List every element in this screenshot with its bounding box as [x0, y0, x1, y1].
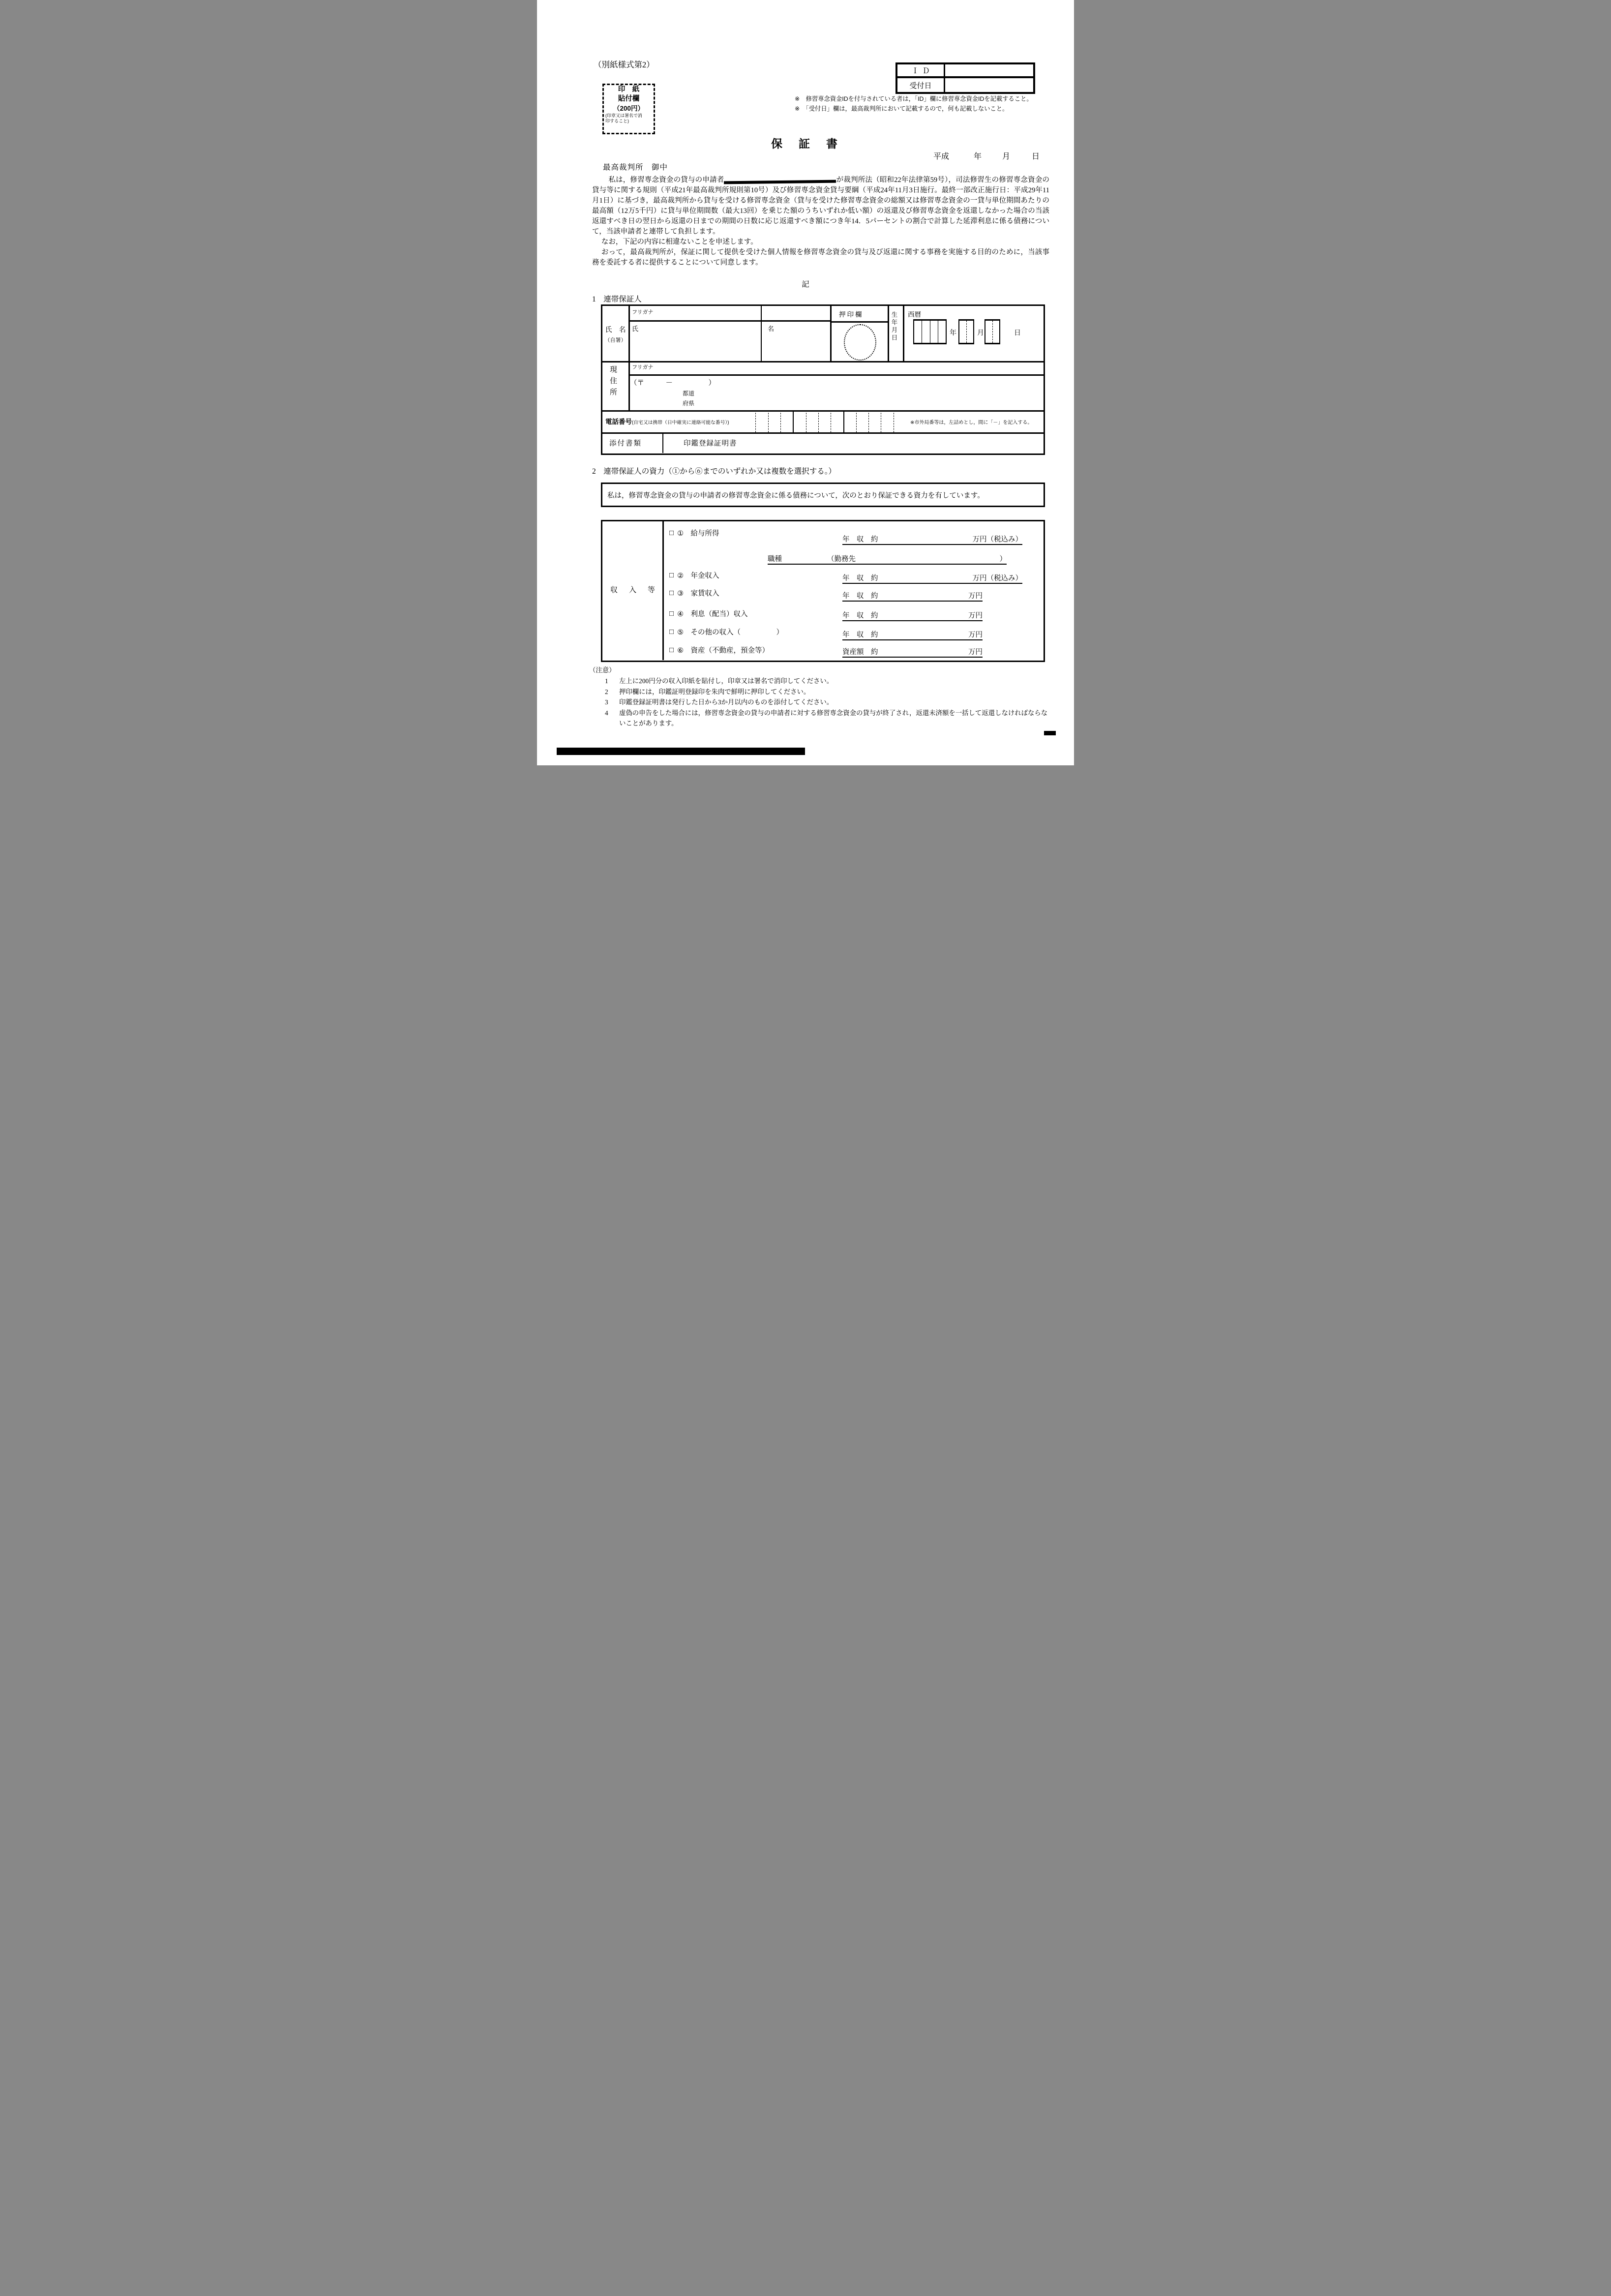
- caution-item-1: 1 左上に200円分の収入印紙を貼付し，印章又は署名で消印してください。: [605, 677, 834, 685]
- table-line: [628, 374, 1044, 376]
- id-table: [895, 62, 1035, 94]
- table-line: [602, 361, 1044, 363]
- address-furigana-label: フリガナ: [632, 364, 654, 370]
- phone-row-header: 電話番号(自宅又は携帯（日中確実に連絡可能な番号）): [605, 418, 729, 425]
- last-name-field[interactable]: [632, 332, 760, 359]
- income-item-3: □ ③ 家賃収入: [669, 589, 719, 598]
- income-item-4: □ ④ 利息（配当）収入: [669, 609, 748, 618]
- stamp-box-note-line2: 印すること): [605, 118, 629, 123]
- stamp-box-title-line2: 貼付欄: [618, 95, 640, 103]
- page-title: 保 証 書: [771, 138, 840, 150]
- birth-year-unit: 年: [950, 330, 956, 337]
- guarantor-table: [601, 304, 1045, 455]
- id-value-cell[interactable]: [945, 64, 1033, 78]
- occupation-field[interactable]: 職種 （勤務先 ）: [768, 550, 1007, 565]
- section2-heading: 2 連帯保証人の資力（①から⑥までのいずれか又は複数を選択する。）: [592, 467, 836, 476]
- table-line: [903, 306, 904, 361]
- caution-item-4: 4 虚偽の申告をした場合には，修習専念資金の貸与の申請者に対する修習専念資金の貸与が終了され，返還未済額を一括して返還しなければならないことがあります。: [605, 709, 1048, 727]
- stamp-box-title-line1: 印 紙: [618, 86, 640, 93]
- reception-date-label: 受付日: [897, 78, 945, 92]
- id-label: ＩＤ: [897, 64, 945, 78]
- scan-artifact-blob: [1044, 731, 1056, 735]
- body-paragraph-1: 私は，修習専念資金の貸与の申請者 が裁判所法（昭和22年法律第59号），司法修習生の修習専念資金の貸与等に関する規則（平成21年最高裁判所規則第10号）及び修習専念資金貸与要綱（平成24年11月3日施行。最終一部改正施行日：平成29年11月1日）に基づき，最高裁判所から貸与を受ける修習専念資金（貸与を受けた修習専念資金の総額又は修習専念資金の一貸与単位期間あたりの最高額（12万5千円）に貸与単位期間数（最大13回）を乗じた額のうちいずれか低い額）の返還及び修習専念資金を返還しなかった場合の当該返還すべき日の翌日から返還の日までの期間の日数に応じ返還すべき額につき年14．5パーセントの割合で計算した延滞利息に係る債務について，当該申請者と連帯して負担します。: [592, 176, 1049, 236]
- income-item-5: □ ⑤ その他の収入（ ）: [669, 628, 784, 636]
- name-furigana-label: フリガナ: [632, 309, 654, 315]
- income-item-6: □ ⑥ 資産（不動産，預金等）: [669, 646, 770, 655]
- date-month-label: 月: [1002, 152, 1011, 161]
- income-row-header: 収 入 等: [610, 586, 657, 594]
- income-table: [601, 520, 1045, 662]
- pension-income-field[interactable]: 年 収 約 万円（税込み）: [842, 569, 1022, 584]
- stamp-box-amount: （200円）: [613, 105, 645, 112]
- table-line: [888, 306, 889, 361]
- capability-statement-box: [601, 483, 1045, 507]
- guarantee-form-page: [537, 0, 1074, 765]
- applicant-name-field[interactable]: [724, 175, 836, 182]
- scan-artifact-bar: [557, 748, 805, 755]
- seal-circle[interactable]: [844, 324, 876, 361]
- income-item-1: □ ① 給与所得: [669, 529, 719, 538]
- date-day-label: 日: [1032, 152, 1040, 161]
- date-year-label: 年: [974, 152, 982, 161]
- salary-income-field[interactable]: 年 収 約 万円（税込み）: [842, 530, 1022, 545]
- stamp-box-note-line1: (印章又は署名で消: [605, 113, 642, 118]
- table-line: [662, 521, 664, 660]
- redaction-mark: [724, 180, 836, 184]
- table-line: [830, 321, 889, 323]
- table-line: [602, 432, 1044, 434]
- id-notes: [795, 94, 1033, 114]
- checkbox-other[interactable]: □: [669, 628, 674, 636]
- first-name-label: 名: [768, 325, 775, 332]
- body-text: [592, 175, 1049, 291]
- caution-item-3: 3 印鑑登録証明書は発行した日から3か月以内のものを添付してください。: [605, 698, 834, 706]
- id-note-2: ※ 「受付日」欄は，最高裁判所において記載するので，何も記載しないこと。: [795, 105, 1009, 112]
- date-era-label: 平成: [933, 152, 950, 161]
- calendar-label: 西暦: [908, 311, 921, 318]
- phone-note: ※市外局番等は，左詰めとし，間に「－」を記入する。: [910, 420, 1033, 425]
- table-line: [662, 432, 663, 453]
- body-paragraph-2: なお，下記の内容に相違ないことを申述します。: [601, 238, 758, 246]
- form-style-label: （別紙様式第2）: [594, 60, 655, 69]
- birth-month-unit: 月: [977, 330, 984, 337]
- checkbox-rent[interactable]: □: [669, 589, 674, 597]
- reception-date-value-cell: [945, 78, 1033, 92]
- birth-day-unit: 日: [1014, 330, 1021, 337]
- birth-year-boxes[interactable]: [913, 319, 947, 344]
- table-line: [830, 306, 832, 361]
- id-note-1: ※ 修習専念資金IDを付与されている者は，「ID」欄に修習専念資金IDを記載すること。: [795, 95, 1033, 102]
- addressee: 最高裁判所 御中: [603, 163, 668, 172]
- checkbox-pension[interactable]: □: [669, 571, 674, 579]
- phone-number-grid[interactable]: [744, 410, 906, 432]
- section1-heading: 1 連帯保証人: [592, 295, 642, 303]
- checkbox-assets[interactable]: □: [669, 646, 674, 654]
- caution-heading: （注意）: [589, 666, 616, 674]
- caution-notes: [589, 665, 1051, 728]
- attachment-label: 添付書類: [609, 440, 642, 448]
- capability-statement: 私は，修習専念資金の貸与の申請者の修習専念資金に係る債務について，次のとおり保証できる資力を有しています。: [607, 491, 984, 500]
- name-row-header: 氏 名 （自署）: [604, 326, 626, 343]
- revenue-stamp-box[interactable]: [602, 84, 655, 134]
- postal-code-field[interactable]: （〒 － ）: [630, 379, 716, 387]
- first-name-field[interactable]: [768, 332, 829, 359]
- assets-field[interactable]: 資産額 約 万円: [842, 643, 983, 658]
- table-line: [761, 306, 762, 361]
- birth-month-boxes[interactable]: [958, 319, 974, 344]
- birthdate-label: 生年月日: [891, 311, 897, 342]
- ki-marker: 記: [802, 280, 809, 289]
- address-row-header: 現住所: [609, 365, 617, 399]
- seal-column-label: 押印欄: [839, 311, 864, 318]
- interest-income-field[interactable]: 年 収 約 万円: [842, 606, 983, 621]
- last-name-label: 氏: [632, 325, 639, 332]
- other-income-field[interactable]: 年 収 約 万円: [842, 626, 983, 640]
- checkbox-interest[interactable]: □: [669, 609, 674, 618]
- birth-day-boxes[interactable]: [984, 319, 1000, 344]
- prefecture-label: 都道 府県: [683, 390, 695, 407]
- table-line: [628, 320, 831, 322]
- attachment-value: 印鑑登録証明書: [684, 440, 737, 448]
- body-paragraph-3: おって，最高裁判所が，保証に関して提供を受けた個人情報を修習専念資金の貸与及び返還に関する事務を実施する目的のために，当該事務を委託する者に提供することについて同意します。: [592, 248, 1049, 267]
- address-field[interactable]: [701, 385, 1040, 409]
- rent-income-field[interactable]: 年 収 約 万円: [842, 587, 983, 602]
- income-item-2: □ ② 年金収入: [669, 571, 719, 580]
- caution-item-2: 2 押印欄には，印鑑証明登録印を朱肉で鮮明に押印してください。: [605, 688, 810, 695]
- checkbox-salary[interactable]: □: [669, 529, 674, 537]
- table-line: [628, 306, 630, 410]
